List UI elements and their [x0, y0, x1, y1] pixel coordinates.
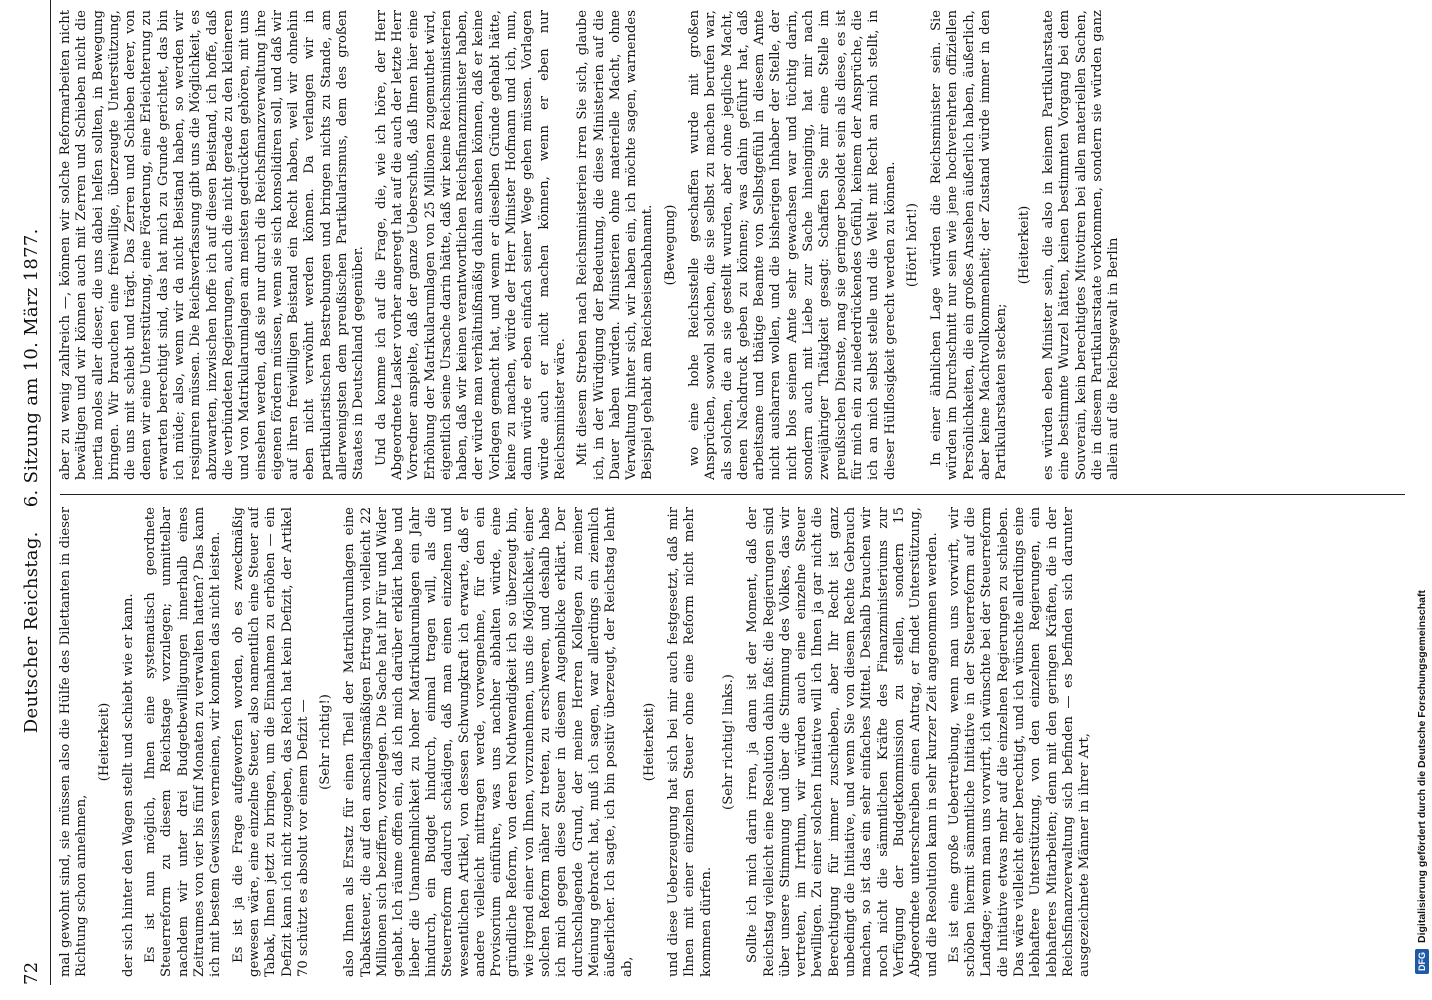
left-column	[58, 507, 1418, 977]
paragraph: Sollte ich mich darin irren, ja dann ist der Moment, daß der Reichstag vielleicht eine Resolution dahin faßt: die Regierungen sind über unsere Stimmung und über die Stimmung des Volkes, das wir vertreten, im Irrthum, wir würden auch eine einzelne Steuer bewilligen. Zu einer solchen Initiative will ich Ihnen ja gar nicht die Berechtigung für immer zuschieben, aber Ihr Recht ist ganz unbedingt die Initiative, und wenn Sie von diesem Rechte Gebrauch machen, so ist das ein sehr einfaches Mittel. Deshalb brauchen wir noch nicht die sämmtlichen Kräfte des Finanzministeriums zur Verfügung der Budgetkommission zu stellen, sondern 15 Abgeordnete unterschreiben einen Antrag, er findet Unterstützung, und die Resolution kann in sehr kurzer Zeit angenommen werden.	[745, 507, 940, 977]
paragraph: In einer ähnlichen Lage würden die Reichsminister sein. Sie würden im Durchschnitt nur sein wie jene hochverehrten offiziellen Persönlichkeiten, die ein großes Ansehen äußerlich haben, äußerlich, aber keine Machtvollkommenheit; der Zustand würde immer in den Partikularstaaten stecken;	[929, 10, 1010, 480]
paragraph: es würden eben Minister sein, die also in keinem Partikularstaate eine bestimmte Wurzel hätten, keinen bestimmten Vorgang bei dem Souverain, kein berechtigtes Mitvotiren bei allen materiellen Sachen, die in diesem Partikularstaate vorkommen, sondern sie würden ganz allein auf die Reichsgewalt in Berlin	[1040, 10, 1122, 480]
interjection: (Heiterkeit)	[1016, 205, 1032, 285]
paragraph: mal gewohnt sind, sie müssen also die Hülfe des Dilettanten in dieser Richtung schon annehmen,	[58, 507, 90, 977]
header-left-title: Deutscher Reichstag.	[20, 531, 42, 734]
interjection: (Hört! hört!)	[904, 202, 920, 288]
paragraph: Es ist ja die Frage aufgeworfen worden, ob es zweckmäßig gewesen wäre, eine einzelne Steuer, also namentlich eine Steuer auf Tabak, Ihnen jetzt zu bringen, um die Einnahmen zu erhöhen — ein Defizit kann ich nicht zugeben, das Reich hat kein Defizit, der Artikel 70 schützt es absolut vor einem Defizit —	[230, 507, 311, 977]
page-number: 72	[20, 961, 42, 985]
paragraph: aber zu wenig zahlreich —, können wir solche Reformarbeiten nicht bewältigen und wir können auch mit Zerren und Schieben nicht die inertia moles aller dieser, die uns dabei helfen sollten, in Bewegung bringen. Wir brauchen eine freiwillige, überzeugte Unterstützung, die uns mit schiebt und trägt. Das Zerren und Schieben derer, von denen wir eine Unterstützung, eine Förderung, eine Erleichterung zu erwarten berechtigt sind, das hat mich zu Grunde gerichtet, das bin ich müde; also, wenn wir da nicht Beistand haben, so werden wir resigniren müssen. Die Reichsverfassung gibt uns die Möglichkeit, es abzuwarten, inzwischen hoffe ich auf diesen Beistand, ich hoffe, daß die verbündeten Regierungen, auch die nicht gerade zu den kleineren und von Matrikularumlagen am meisten gedrückten gehören, mit uns einsehen werden, daß sie nur durch die Reichsfinanzverwaltung ihre eigenen fördern müssen, wenn sie sich konsolidiren soll, und daß wir auf ihren freiwilligen Beistand ein Recht haben, weil wir ohnehin eben nicht verwöhnt werden können. Da verlangen wir in partikularistischen Bestrebungen und bringen nichts zu Stande, am allerwenigsten dem preußischen Partikularismus, dem des großen Staates in Deutschland gegenüber.	[58, 10, 367, 480]
paragraph: Und da komme ich auf die Frage, die, wie ich höre, der Herr Abgeordnete Lasker vorher angeregt hat auf die auch der letzte Herr Vorredner anspielte, daß der ganze Ueberschuß, daß Ihnen hier eine Erhöhung der Matrikularumlagen von 25 Millionen zugemuthet wird, eigentlich seine Ursache darin hätte, daß wir keine Reichsministerien haben, daß wir keinen verantwortlichen Reichsfinanzminister haben, der würde man verhältnißmäßig dahin ansehen können, daß er keine Vorlagen gemacht hat, und wenn er dieselben Gründe gehabt hätte, keine zu machen, würde der Herr Minister Hofmann und ich, nun, dann würde er eben einfach seiner Wege gehen müssen. Vorlagen würde auch er nicht machen können, wenn er eben nur Reichsminister wäre.	[373, 10, 568, 480]
interjection: (Heiterkeit)	[641, 702, 657, 782]
header-rule	[50, 0, 51, 985]
interjection: (Bewegung)	[662, 204, 678, 286]
dfg-logo: DFG	[1415, 949, 1429, 974]
paragraph: der sich hinter den Wagen stellt und schiebt wie er kann.	[120, 593, 136, 977]
paragraph: Es ist eine große Uebertreibung, wenn man uns vorwirft, wir schöben hiermit sämmtliche Initiative in der Steuerreform auf die Landtage; wenn man uns vorwirft, ich wünschte bei der Steuerreform die Initiative etwas mehr auf die einzelnen Regierungen zu schieben. Das wäre vielleicht eher berechtigt, und ich wünschte allerdings eine lebhaftere Unterstützung, von den einzelnen Regierungen, ein lebhafteres Mitarbeiten; denn mit den geringen Kräften, die in der Reichsfinanzverwaltung sich befinden — es befinden sich darunter ausgezeichnete Männer in ihrer Art,	[946, 507, 1093, 977]
paragraph: also Ihnen als Ersatz für einen Theil der Matrikularumlagen eine Tabaksteuer, die auf den anschlagsmäßigen Ertrag von vielleicht 22 Millionen sich beziffern, vorzulegen. Die Sache hat ihr Für und Wider gehabt. Ich räume offen ein, daß ich mich darüber erklärt habe und lieber die Unannehmlichkeit zu hoher Matrikularumlagen ein Jahr hindurch, ein Budget hindurch, einmal tragen will, als die Steuerreform dadurch schädigen, daß man einen einzelnen und wesentlichen Artikel, von dessen Schwungkraft ich erwarte, daß er andere vielleicht mittragen werde, vorwegnehme, für den ein Provisorium einführe, was uns nachher abhalten würde, eine gründliche Reform, von deren Nothwendigkeit ich so überzeugt bin, wie irgend einer von Ihnen, vorzunehmen, uns die Möglichkeit, einer solchen Reform näher zu treten, zu erschweren, und deshalb habe ich mich gegen diese Steuer in diesem Augenblicke erklärt. Der durchschlagende Grund, der meine Herren Kollegen zu meiner Meinung gebracht hat, muß ich sagen, war allerdings ein ziemlich äußerlicher. Ich sagte, ich bin positiv überzeugt, der Reichstag lehnt ab,	[342, 507, 635, 977]
interjection: (Heiterkeit)	[96, 702, 112, 782]
digitization-credit-inner	[1414, 14, 1430, 974]
header-title	[21, 0, 42, 961]
right-column	[58, 10, 1418, 480]
paragraph: Mit diesem Streben nach Reichsministerien irren Sie sich, glaube ich, in der Würdigung der Bedeutung, die diese Ministerien auf die Dauer haben würden. Ministerien ohne materielle Macht, ohne Verwaltung hinter sich, wir haben ein, ich möchte sagen, warnendes Beispiel gehabt am Reichseisenbahnamt.	[575, 10, 656, 480]
paragraph: wo eine hohe Reichsstelle geschaffen wurde mit großen Ansprüchen, sowohl solchen, die sie selbst zu machen berufen war, als solchen, die an sie gestellt wurden, aber ohne jegliche Macht, denen Nachdruck geben zu können; was dahin geführt hat, daß arbeitsame und thätige Beamte von Selbstgefühl in diesem Amte nicht ausharren wollen, und die bisherigen Inhaber der Stelle, der nicht blos seinem Amte sehr gewachsen war und tüchtig darin, sondern auch mit Liebe zur Sache hineinging, hat mir nach zweijähriger Thätigkeit gesagt: Schaffen Sie mir eine Stelle im preußischen Dienste, mag sie geringer besoldet sein als diese, es ist für mich ein zu niederdrückendes Gefühl, keinem der Ansprüche, die ich an mich selbst stelle und die Welt mit Recht an mich stellt, in dieser Hülflosigkeit gerecht werden zu können.	[686, 10, 898, 480]
page-header	[16, 0, 46, 985]
paragraph: Es ist nun möglich, Ihnen eine systematisch geordnete Steuerreform zu diesem Reichstage vorzulegen; unmittelbar nachdem wir unter drei Budgetbewilligungen innerhalb eines Zeitraumes von vier bis fünf Monaten zu verwalten hatten? Das kann ich mit bestem Gewissen verneinen, wir konnten das nicht leisten.	[143, 507, 224, 977]
header-session: 6. Sitzung am 10. März 1877.	[20, 228, 42, 508]
interjection: (Sehr richtig! links.)	[720, 674, 736, 810]
paragraph: und diese Ueberzeugung hat sich bei mir auch festgesetzt, daß mir Ihnen mit einer einzelnen Steuer ohne eine Reform nicht mehr kommen dürfen.	[666, 507, 714, 977]
dfg-credit-text: Digitalisierung gefördert durch die Deutsche Forschungsgemeinschaft	[1416, 590, 1428, 943]
interjection: (Sehr richtig!)	[318, 694, 334, 790]
digitization-credit	[1412, 0, 1432, 1000]
column-divider	[60, 494, 1405, 495]
